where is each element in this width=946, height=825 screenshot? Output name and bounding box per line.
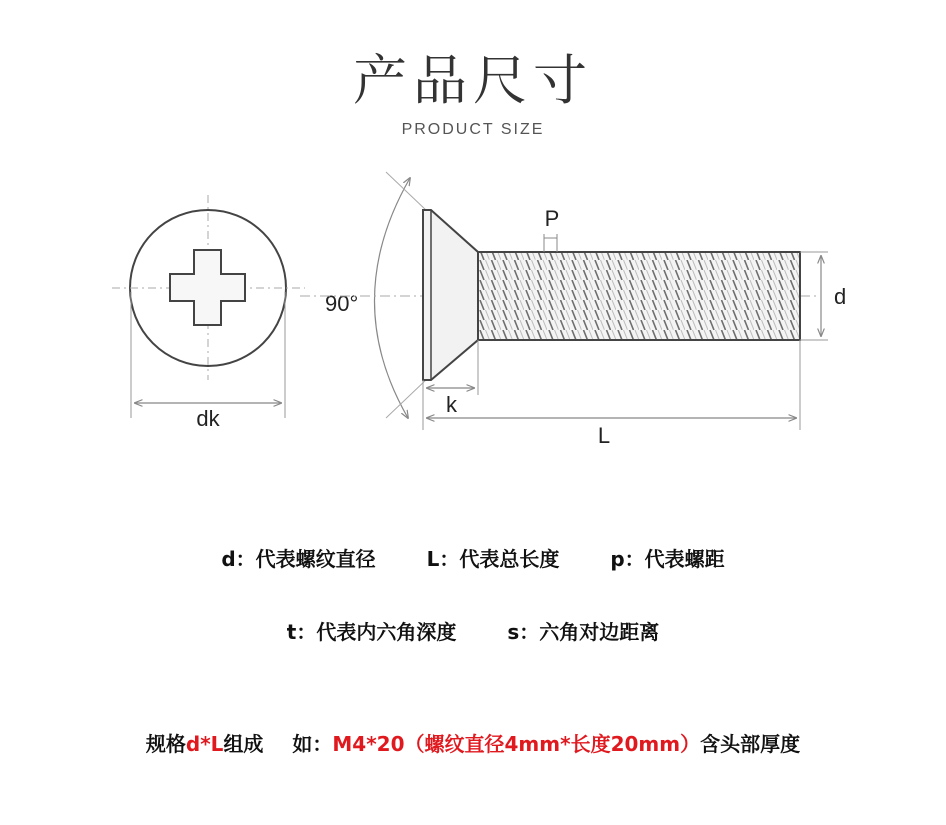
k-label: k — [446, 392, 457, 417]
legend-item-t: t：代表内六角深度 — [286, 620, 457, 644]
spec-example-label: 如： — [292, 732, 333, 756]
pitch-label: P — [544, 206, 560, 231]
legend-item-d: d：代表螺纹直径 — [221, 547, 376, 571]
spec-example: M4*20（螺纹直径4mm*长度20mm） — [332, 732, 701, 756]
page-title: 产品尺寸 — [353, 49, 593, 112]
threaded-shank — [478, 252, 800, 340]
angle-label: 90° — [325, 291, 359, 316]
legend-item-p: p：代表螺距 — [610, 547, 725, 571]
legend-item-s: s：六角对边距离 — [507, 620, 660, 644]
spec-description — [0, 728, 946, 757]
dk-label: dk — [196, 406, 220, 431]
head-top-view — [112, 195, 305, 431]
L-label: L — [597, 423, 611, 448]
legend-row-1 — [0, 543, 946, 572]
legend-item-L: L：代表总长度 — [426, 547, 560, 571]
spec-note: 含头部厚度 — [700, 732, 801, 756]
legend-row-2 — [0, 616, 946, 645]
spec-prefix: 规格 — [145, 732, 186, 756]
d-label: d — [834, 284, 847, 309]
page-subtitle: PRODUCT SIZE — [401, 121, 545, 138]
angle-arc — [374, 178, 410, 418]
screw-side-view — [300, 172, 846, 448]
spec-format: d*L — [185, 732, 224, 756]
spec-suffix: 组成 — [223, 732, 264, 756]
